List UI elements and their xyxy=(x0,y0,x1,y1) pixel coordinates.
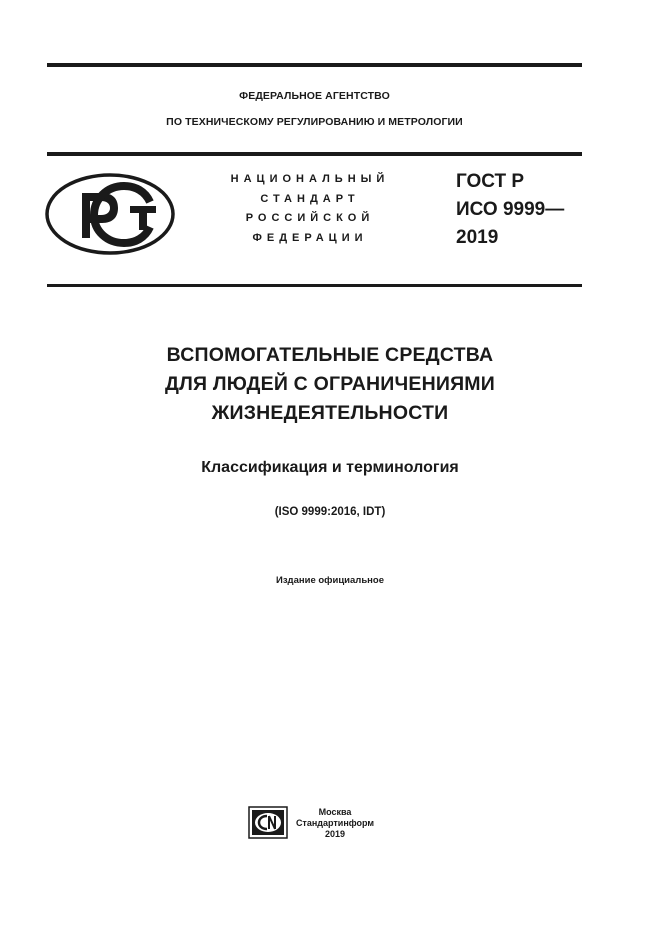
designation-line2: ИСО 9999— xyxy=(456,199,565,220)
title-line3: ЖИЗНЕДЕЯТЕЛЬНОСТИ xyxy=(211,402,449,424)
middle-rule xyxy=(47,152,582,156)
publication-year: 2019 xyxy=(324,829,346,839)
edition-label: Издание официальное xyxy=(276,575,384,586)
agency-name-line1: ФЕДЕРАЛЬНОЕ АГЕНТСТВО xyxy=(239,90,390,102)
standard-type-line4: ФЕДЕРАЦИИ xyxy=(252,232,368,244)
designation-line3: 2019 xyxy=(456,227,499,248)
iso-reference: (ISO 9999:2016, IDT) xyxy=(274,506,386,518)
standard-type-line1: НАЦИОНАЛЬНЫЙ xyxy=(230,173,390,185)
publisher-name: Стандартинформ xyxy=(295,818,375,828)
designation-line1: ГОСТ Р xyxy=(456,171,525,192)
publisher-city: Москва xyxy=(318,807,352,817)
bottom-rule xyxy=(47,284,582,287)
gost-r-logo-icon xyxy=(44,172,176,256)
title-line2: ДЛЯ ЛЮДЕЙ С ОГРАНИЧЕНИЯМИ xyxy=(165,373,495,395)
subtitle: Классификация и терминология xyxy=(201,459,459,476)
title-line1: ВСПОМОГАТЕЛЬНЫЕ СРЕДСТВА xyxy=(166,344,494,366)
standard-type-line3: РОССИЙСКОЙ xyxy=(245,212,375,224)
standartinform-logo-icon xyxy=(248,806,288,839)
agency-name-line2: ПО ТЕХНИЧЕСКОМУ РЕГУЛИРОВАНИЮ И МЕТРОЛОГИИ xyxy=(166,116,463,128)
top-rule xyxy=(47,63,582,67)
standard-type-line2: СТАНДАРТ xyxy=(260,193,360,205)
